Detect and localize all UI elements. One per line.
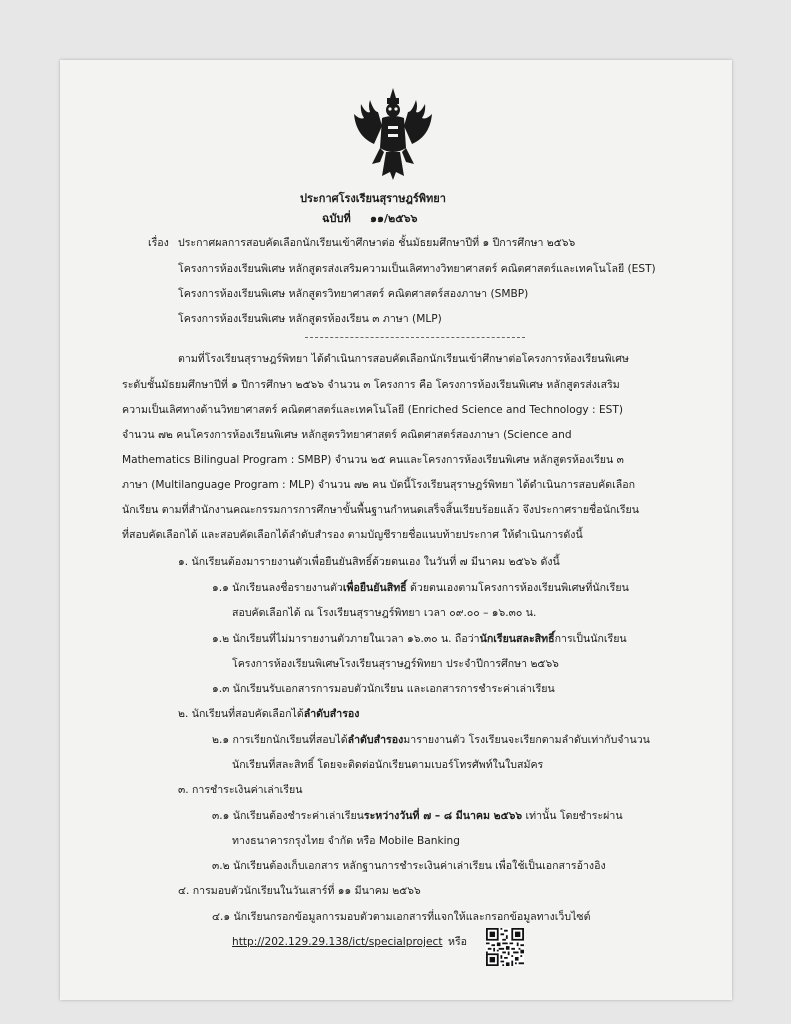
item-1-1: ๑.๑ นักเรียนลงชื่อรายงานตัวเพื่อยืนยันสิทธิ์ ด้วยตนเองตามโครงการห้องเรียนพิเศษที่นักเรียน: [212, 582, 629, 594]
item-1-2: ๑.๒ นักเรียนที่ไม่มารายงานตัวภายในเวลา ๑๖.๓๐ น. ถือว่านักเรียนสละสิทธิ์การเป็นนักเรียน: [212, 633, 627, 645]
separator-line: [305, 337, 525, 338]
item-2-1: ๒.๑ การเรียกนักเรียนที่สอบได้ลำดับสำรองมารายงานตัว โรงเรียนจะเรียกตามลำดับเท่ากับจำนวน: [212, 734, 650, 746]
section-3-heading: ๓. การชำระเงินค่าเล่าเรียน: [178, 784, 303, 796]
subject-line-3: โครงการห้องเรียนพิเศษ หลักสูตรวิทยาศาสตร์ คณิตศาสตร์สองภาษา (SMBP): [178, 288, 529, 300]
document-number-label: ฉบับที่: [322, 212, 351, 225]
item-1-1-cont: สอบคัดเลือกได้ ณ โรงเรียนสุราษฎร์พิทยา เวลา ๐๙.๐๐ – ๑๖.๓๐ น.: [232, 607, 537, 619]
intro-line-7: นักเรียน ตามที่สำนักงานคณะกรรมการการศึกษาขั้นพื้นฐานกำหนดเสร็จสิ้นเรียบร้อยแล้ว จึงประกาศรายชื่อนักเรียน: [122, 504, 639, 516]
subject-line-4: โครงการห้องเรียนพิเศษ หลักสูตรห้องเรียน ๓ ภาษา (MLP): [178, 313, 442, 325]
subject-line-2: โครงการห้องเรียนพิเศษ หลักสูตรส่งเสริมความเป็นเลิศทางวิทยาศาสตร์ คณิตศาสตร์และเทคโนโลยี (EST): [178, 263, 656, 275]
intro-line-8: ที่สอบคัดเลือกได้ และสอบคัดเลือกได้ลำดับสำรอง ตามบัญชีรายชื่อแนบท้ายประกาศ ให้ดำเนินการดังนี้: [122, 529, 583, 541]
section-2-heading: ๒. นักเรียนที่สอบคัดเลือกได้ลำดับสำรอง: [178, 708, 360, 720]
item-1-2-cont: โครงการห้องเรียนพิเศษโรงเรียนสุราษฎร์พิทยา ประจำปีการศึกษา ๒๕๖๖: [232, 658, 559, 670]
subject-label: เรื่อง: [148, 237, 169, 249]
item-3-2: ๓.๒ นักเรียนต้องเก็บเอกสาร หลักฐานการชำระเงินค่าเล่าเรียน เพื่อใช้เป็นเอกสารอ้างอิง: [212, 860, 606, 872]
intro-line-3: ความเป็นเลิศทางด้านวิทยาศาสตร์ คณิตศาสตร์และเทคโนโลยี (Enriched Science and Technology : EST): [122, 404, 624, 416]
intro-line-6: ภาษา (Multilanguage Program : MLP) จำนวน ๗๒ คน บัดนี้โรงเรียนสุราษฎร์พิทยา ได้ดำเนินการสอบคัดเลือก: [122, 479, 635, 491]
qr-code-icon[interactable]: [486, 928, 524, 966]
item-4-1: ๔.๑ นักเรียนกรอกข้อมูลการมอบตัวตามเอกสารที่แจกให้และกรอกข้อมูลทางเว็บไซต์: [212, 911, 591, 923]
intro-line-1: ตามที่โรงเรียนสุราษฎร์พิทยา ได้ดำเนินการสอบคัดเลือกนักเรียนเข้าศึกษาต่อโครงการห้องเรียนพิเศษ: [178, 353, 629, 365]
item-2-1-cont: นักเรียนที่สละสิทธิ์ โดยจะติดต่อนักเรียนตามเบอร์โทรศัพท์ในใบสมัคร: [232, 759, 544, 771]
intro-line-2: ระดับชั้นมัธยมศึกษาปีที่ ๑ ปีการศึกษา ๒๕๖๖ จำนวน ๓ โครงการ คือ โครงการห้องเรียนพิเศษ หลักสูตรส่งเสริม: [122, 379, 620, 391]
item-3-1: ๓.๑ นักเรียนต้องชำระค่าเล่าเรียนระหว่างวันที่ ๗ – ๘ มีนาคม ๒๕๖๖ เท่านั้น โดยชำระผ่าน: [212, 810, 623, 822]
intro-line-5: Mathematics Bilingual Program : SMBP) จำนวน ๒๕ คนและโครงการห้องเรียนพิเศษ หลักสูตรห้องเรียน ๓: [122, 454, 624, 466]
garuda-emblem-icon: [352, 86, 434, 182]
or-label: หรือ: [448, 936, 468, 948]
subject-line-1: ประกาศผลการสอบคัดเลือกนักเรียนเข้าศึกษาต่อ ชั้นมัธยมศึกษาปีที่ ๑ ปีการศึกษา ๒๕๖๖: [178, 237, 576, 249]
section-1-heading: ๑. นักเรียนต้องมารายงานตัวเพื่อยืนยันสิทธิ์ด้วยตนเอง ในวันที่ ๗ มีนาคม ๒๕๖๖ ดังนี้: [178, 556, 560, 568]
item-3-1-cont: ทางธนาคารกรุงไทย จำกัด หรือ Mobile Banking: [232, 835, 460, 847]
document-number-value: ๑๑/๒๕๖๖: [370, 212, 418, 225]
special-project-link[interactable]: http://202.129.29.138/ict/specialproject: [232, 936, 443, 948]
item-1-3: ๑.๓ นักเรียนรับเอกสารการมอบตัวนักเรียน และเอกสารการชำระค่าเล่าเรียน: [212, 683, 555, 695]
intro-line-4: จำนวน ๗๒ คนโครงการห้องเรียนพิเศษ หลักสูตรวิทยาศาสตร์ คณิตศาสตร์สองภาษา (Science and: [122, 429, 572, 441]
section-4-heading: ๔. การมอบตัวนักเรียนในวันเสาร์ที่ ๑๑ มีนาคม ๒๕๖๖: [178, 885, 421, 897]
document-title: ประกาศโรงเรียนสุราษฎร์พิทยา: [300, 192, 446, 205]
